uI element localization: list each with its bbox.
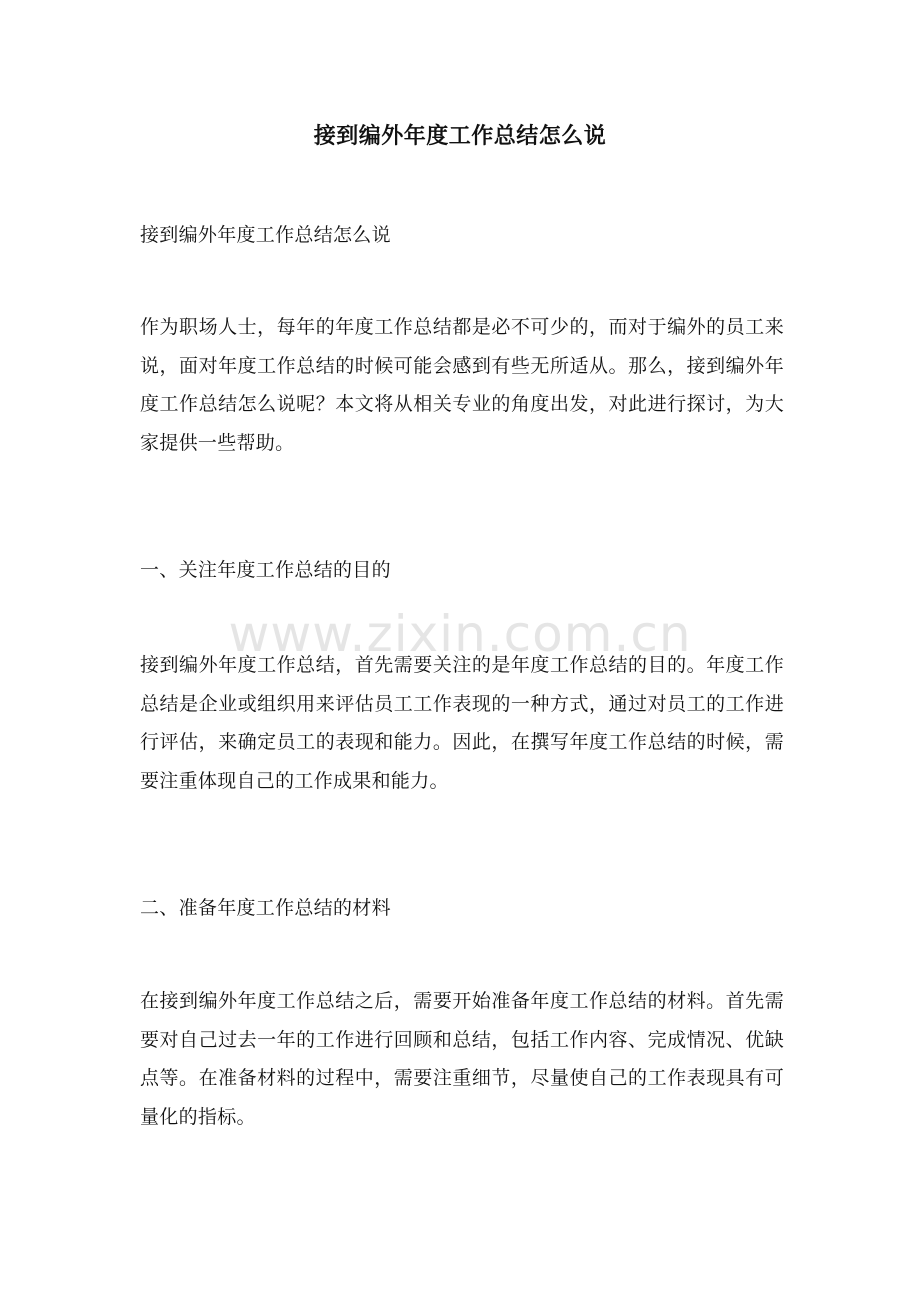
- document-title: 接到编外年度工作总结怎么说: [313, 123, 607, 149]
- watermark-logo: www.zixin.com.cn: [228, 605, 692, 663]
- section1-heading: 一、关注年度工作总结的目的: [140, 559, 391, 581]
- section2-heading: 二、准备年度工作总结的材料: [140, 897, 391, 919]
- section1-paragraph: 接到编外年度工作总结，首先需要关注的是年度工作总结的目的。年度工作总结是企业或组织用来评估员工工作表现的一种方式，通过对员工的工作进行评估，来确定员工的表现和能力。因此，在撰写年度工作总结的时候，需要注重体现自己的工作成果和能力。: [140, 654, 784, 792]
- intro-paragraph: 作为职场人士，每年的年度工作总结都是必不可少的，而对于编外的员工来说，面对年度工作总结的时候可能会感到有些无所适从。那么，接到编外年度工作总结怎么说呢？本文将从相关专业的角度出发，对此进行探讨，为大家提供一些帮助。: [140, 316, 784, 454]
- section2-paragraph: 在接到编外年度工作总结之后，需要开始准备年度工作总结的材料。首先需要对自己过去一年的工作进行回顾和总结，包括工作内容、完成情况、优缺点等。在准备材料的过程中，需要注重细节，尽量使自己的工作表现具有可量化的指标。: [140, 990, 784, 1128]
- document-subtitle: 接到编外年度工作总结怎么说: [140, 224, 391, 246]
